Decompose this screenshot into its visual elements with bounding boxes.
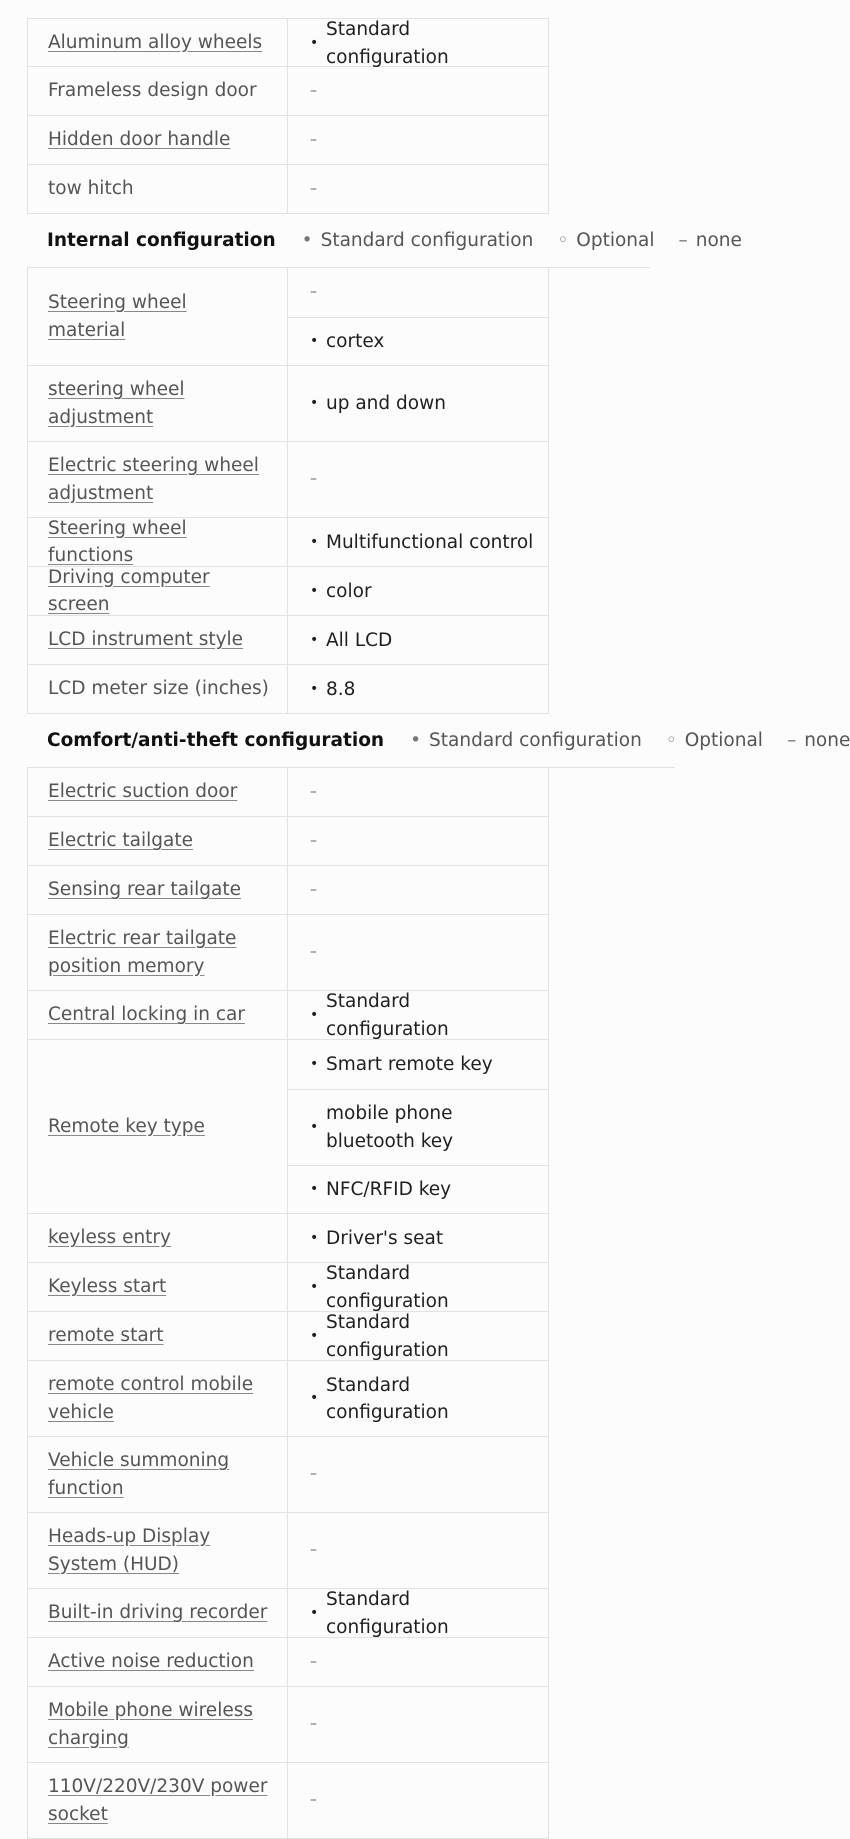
spec-name-link[interactable]: [28, 442, 288, 517]
legend-standard: [410, 730, 642, 751]
spec-name-text[interactable]: Steering wheel material: [48, 292, 187, 341]
spec-name: [28, 665, 288, 713]
spec-name-text[interactable]: Vehicle summoning function: [48, 1450, 230, 1499]
table-row: [27, 866, 549, 915]
spec-values: [288, 768, 548, 816]
spec-values: [288, 19, 548, 66]
spec-name-link[interactable]: [28, 866, 288, 914]
none-symbol: –: [310, 1792, 317, 1809]
standard-symbol: •: [310, 1181, 319, 1198]
spec-values: [288, 1263, 548, 1311]
table-row: [27, 1312, 549, 1361]
spec-value: [288, 317, 548, 366]
spec-values: [288, 518, 548, 566]
spec-value-none: [288, 67, 548, 116]
spec-name-text: Frameless design door: [48, 80, 257, 102]
spec-value: [288, 1312, 548, 1361]
spec-name-link[interactable]: [28, 1361, 288, 1436]
table-row: [27, 665, 549, 714]
standard-symbol: •: [310, 582, 319, 599]
none-symbol: –: [310, 1653, 317, 1670]
spec-name-link[interactable]: [28, 991, 288, 1039]
spec-values: [288, 1763, 548, 1838]
spec-name-text[interactable]: remote control mobile vehicle: [48, 1374, 254, 1423]
spec-values: [288, 1040, 548, 1213]
spec-name-text[interactable]: Active noise reduction: [48, 1651, 254, 1673]
table-row: [27, 1687, 549, 1763]
standard-symbol: •: [410, 730, 422, 751]
table-row: [27, 1214, 549, 1263]
spec-name-text[interactable]: remote start: [48, 1325, 164, 1347]
spec-name-text: LCD meter size (inches): [48, 678, 269, 700]
spec-value-text: up and down: [326, 393, 446, 415]
section-title: Internal configuration: [47, 230, 276, 251]
spec-value: [288, 616, 548, 665]
none-symbol: –: [310, 881, 317, 898]
spec-value-none: [288, 1437, 548, 1513]
spec-value-text: color: [326, 580, 372, 602]
spec-values: [288, 268, 548, 365]
table-row: [27, 67, 549, 116]
standard-symbol: •: [310, 1604, 319, 1621]
spec-name-link[interactable]: [28, 1040, 288, 1213]
none-symbol: –: [310, 1466, 317, 1483]
none-symbol: –: [310, 283, 317, 300]
spec-name-text[interactable]: Electric steering wheel adjustment: [48, 455, 259, 504]
spec-name-text[interactable]: LCD instrument style: [48, 629, 244, 651]
table-row: [27, 567, 549, 616]
table-row: [27, 1040, 549, 1214]
spec-name-link[interactable]: [28, 616, 288, 664]
spec-value-text: Driver's seat: [326, 1227, 444, 1249]
spec-name-link[interactable]: [28, 1763, 288, 1838]
spec-value-none: [288, 1763, 548, 1839]
table-row: [27, 991, 549, 1040]
spec-value-none: [288, 268, 548, 317]
table-row: [27, 1589, 549, 1638]
standard-symbol: •: [310, 1278, 319, 1295]
spec-name-text[interactable]: Built-in driving recorder: [48, 1602, 268, 1624]
spec-name-link[interactable]: [28, 817, 288, 865]
standard-symbol: •: [310, 680, 319, 697]
spec-values: [288, 366, 548, 441]
spec-value-none: [288, 817, 548, 866]
standard-symbol: •: [310, 631, 319, 648]
spec-name-link[interactable]: [28, 1638, 288, 1686]
spec-values: [288, 1687, 548, 1762]
none-symbol: –: [678, 230, 688, 251]
legend-none: [678, 230, 741, 251]
spec-value: [288, 19, 548, 68]
spec-value-text: Standard configuration: [326, 19, 449, 68]
none-label: none: [695, 230, 742, 251]
spec-name-text[interactable]: Driving computer screen: [48, 566, 210, 615]
spec-name-link[interactable]: [28, 366, 288, 441]
spec-value-text: Multifunctional control: [326, 531, 534, 553]
spec-name-text[interactable]: keyless entry: [48, 1227, 171, 1249]
none-symbol: –: [310, 1542, 317, 1559]
standard-symbol: •: [310, 395, 319, 412]
table-row: [27, 268, 549, 366]
spec-name-link[interactable]: [28, 518, 288, 566]
table-row: [27, 1361, 549, 1437]
spec-values: [288, 67, 548, 115]
legend-none: [787, 730, 850, 751]
table-row: [27, 18, 549, 67]
spec-value-text: Smart remote key: [326, 1053, 493, 1075]
table-row: [27, 817, 549, 866]
table-row: [27, 1437, 549, 1513]
spec-values: [288, 1312, 548, 1360]
spec-value-text: Standard configuration: [326, 1374, 449, 1423]
none-symbol: –: [310, 832, 317, 849]
none-symbol: –: [310, 783, 317, 800]
none-symbol: –: [310, 944, 317, 961]
standard-symbol: •: [310, 533, 319, 550]
optional-symbol: ◦: [557, 230, 569, 251]
spec-name-link[interactable]: [28, 1312, 288, 1360]
spec-value-text: cortex: [326, 331, 385, 353]
spec-value: [288, 1263, 548, 1312]
spec-value-none: [288, 165, 548, 214]
spec-value-text: Standard configuration: [326, 1263, 449, 1312]
spec-name-link[interactable]: [28, 116, 288, 164]
standard-symbol: •: [310, 1118, 319, 1135]
none-symbol: –: [310, 82, 317, 99]
spec-value-text: Standard configuration: [326, 1589, 449, 1638]
spec-value-none: [288, 1687, 548, 1763]
spec-values: [288, 915, 548, 990]
none-label: none: [804, 730, 850, 751]
spec-value-none: [288, 442, 548, 518]
spec-values: [288, 1361, 548, 1436]
standard-symbol: •: [310, 34, 319, 51]
spec-name-link[interactable]: [28, 1589, 288, 1637]
spec-value-text: Standard configuration: [326, 991, 449, 1040]
table-row: [27, 616, 549, 665]
table-row: [27, 116, 549, 165]
none-symbol: –: [786, 730, 797, 751]
table-row: [27, 1513, 549, 1589]
spec-value-none: [288, 915, 548, 991]
none-symbol: –: [310, 180, 317, 197]
spec-name-text[interactable]: Steering wheel functions: [48, 517, 187, 566]
section-header-internal-configuration: [27, 214, 742, 268]
spec-value-none: [288, 866, 548, 915]
spec-value: [288, 1589, 548, 1638]
standard-label: Standard configuration: [429, 730, 642, 751]
spec-name-text[interactable]: Sensing rear tailgate: [48, 879, 241, 901]
optional-label: Optional: [684, 730, 763, 751]
spec-name: [28, 67, 288, 115]
spec-name-link[interactable]: [28, 1513, 288, 1588]
spec-name-text[interactable]: 110V/220V/230V power socket: [48, 1776, 268, 1825]
table-row: [27, 915, 549, 991]
spec-name-text[interactable]: Aluminum alloy wheels: [48, 31, 263, 53]
spec-name-text[interactable]: Heads-up Display System (HUD): [48, 1526, 211, 1575]
spec-value-text: mobile phone bluetooth key: [326, 1103, 454, 1152]
legend-optional: [666, 730, 763, 751]
spec-name-text[interactable]: steering wheel adjustment: [48, 379, 185, 428]
spec-name-link[interactable]: [28, 1214, 288, 1262]
spec-value: [288, 1040, 548, 1089]
spec-name-text[interactable]: Electric rear tailgate position memory: [48, 928, 237, 977]
table-row: [27, 1638, 549, 1687]
spec-values: [288, 567, 548, 615]
spec-name-text[interactable]: Central locking in car: [48, 1004, 245, 1026]
spec-name-text[interactable]: Hidden door handle: [48, 129, 231, 151]
none-symbol: –: [310, 1716, 317, 1733]
table-row: [27, 1263, 549, 1312]
spec-value: [288, 1214, 548, 1263]
spec-values: [288, 1513, 548, 1588]
section-title: Comfort/anti-theft configuration: [47, 730, 385, 751]
spec-value: [288, 366, 548, 442]
spec-name-text[interactable]: Electric suction door: [48, 781, 238, 803]
spec-values: [288, 616, 548, 664]
standard-symbol: •: [310, 1327, 319, 1344]
spec-value: [288, 665, 548, 714]
standard-label: Standard configuration: [320, 230, 534, 251]
spec-value-none: [288, 116, 548, 165]
spec-value-text: NFC/RFID key: [326, 1179, 452, 1201]
table-row: [27, 366, 549, 442]
spec-name-text[interactable]: Keyless start: [48, 1276, 167, 1298]
table-row: [27, 1763, 549, 1839]
spec-value-none: [288, 1513, 548, 1589]
section-header-comfort-anti-theft-configuration: [27, 714, 850, 768]
spec-values: [288, 1638, 548, 1686]
standard-symbol: •: [310, 1006, 319, 1023]
legend-standard: [302, 230, 534, 251]
none-symbol: –: [310, 471, 317, 488]
optional-label: Optional: [576, 230, 655, 251]
spec-name-text[interactable]: Remote key type: [48, 1115, 205, 1137]
spec-name-text: tow hitch: [48, 178, 134, 200]
spec-value: [288, 567, 548, 616]
spec-values: [288, 1437, 548, 1512]
spec-value-text: 8.8: [326, 678, 356, 700]
spec-values: [288, 991, 548, 1039]
table-row: [27, 165, 549, 214]
spec-name-link[interactable]: [28, 768, 288, 816]
spec-value: [288, 518, 548, 567]
standard-symbol: •: [310, 333, 319, 350]
standard-symbol: •: [310, 1390, 319, 1407]
spec-values: [288, 116, 548, 164]
spec-value-text: Standard configuration: [326, 1312, 449, 1361]
spec-values: [288, 165, 548, 213]
spec-values: [288, 1589, 548, 1637]
spec-name-link[interactable]: [28, 915, 288, 990]
spec-name-link[interactable]: [28, 1263, 288, 1311]
legend-optional: [557, 230, 654, 251]
spec-name-link[interactable]: [28, 567, 288, 615]
optional-symbol: ◦: [665, 730, 677, 751]
table-row: [27, 518, 549, 567]
spec-name-text[interactable]: Mobile phone wireless charging: [48, 1700, 253, 1749]
standard-symbol: •: [310, 1055, 319, 1072]
spec-values: [288, 817, 548, 865]
spec-value: [288, 1361, 548, 1437]
spec-name: [28, 165, 288, 213]
spec-name-link[interactable]: [28, 1687, 288, 1762]
spec-values: [288, 866, 548, 914]
table-row: [27, 442, 549, 518]
spec-values: [288, 1214, 548, 1262]
spec-name-link[interactable]: [28, 268, 288, 365]
spec-values: [288, 442, 548, 517]
spec-value: [288, 1165, 548, 1214]
spec-value-none: [288, 1638, 548, 1687]
standard-symbol: •: [310, 1229, 319, 1246]
spec-value-text: All LCD: [326, 629, 393, 651]
spec-name-link[interactable]: [28, 1437, 288, 1512]
standard-symbol: •: [301, 230, 313, 251]
spec-value: [288, 991, 548, 1040]
spec-value-none: [288, 768, 548, 817]
none-symbol: –: [310, 131, 317, 148]
spec-name-text[interactable]: Electric tailgate: [48, 830, 194, 852]
spec-value: [288, 1089, 548, 1165]
spec-values: [288, 665, 548, 713]
spec-name-link[interactable]: [28, 19, 288, 66]
table-row: [27, 768, 549, 817]
